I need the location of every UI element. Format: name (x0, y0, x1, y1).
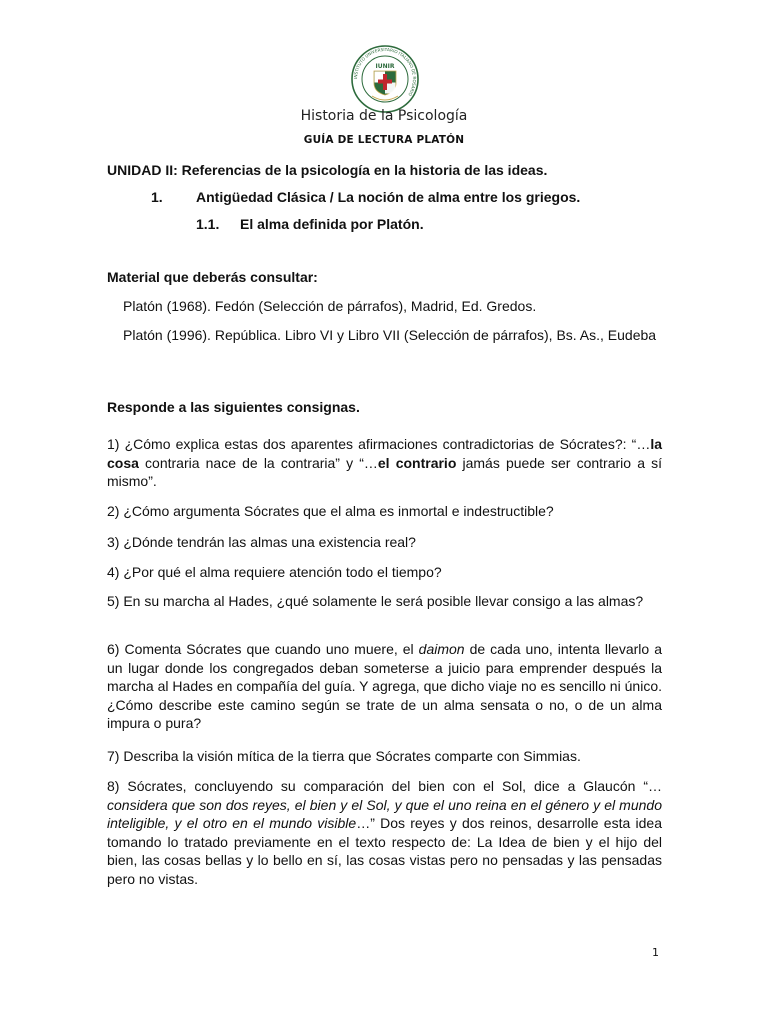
seal-acronym: IUNIR (375, 63, 395, 70)
question-7: 7) Describa la visión mítica de la tierra que Sócrates comparte con Simmias. (107, 748, 581, 764)
question-8-text: …” Dos reyes y dos reinos, desarrolle esta idea tomando lo tratado previamente en el texto respecto de: La Idea de bien y el hijo del bien, las cosas bellas y lo bello en sí, las cosas vistas pero no pensadas y las pensadas pero no vistas. (107, 815, 662, 887)
instructions-heading: Responde a las siguientes consignas. (107, 399, 360, 415)
materials-heading: Material que deberás consultar: (107, 269, 318, 285)
subsection-title: El alma definida por Platón. (240, 216, 424, 232)
question-1-text: jamás puede ser contrario a sí mismo”. (107, 454, 662, 489)
reference-item: Platón (1968). Fedón (Selección de párrafos), Madrid, Ed. Gredos. (123, 298, 537, 314)
section-number: 1. (151, 189, 163, 205)
unit-title: UNIDAD II: Referencias de la psicología en la historia de las ideas. (107, 162, 548, 178)
question-1-text: 1) ¿Cómo explica estas dos aparentes afirmaciones contradictorias de Sócrates?: “… (107, 436, 651, 452)
university-seal-logo (350, 44, 420, 114)
subsection-number: 1.1. (196, 216, 220, 232)
section-title: Antigüedad Clásica / La noción de alma entre los griegos. (196, 189, 581, 205)
question-8-text: 8) Sócrates, concluyendo su comparación del bien con el Sol, dice a Glaucón “… (107, 778, 662, 794)
question-3: 3) ¿Dónde tendrán las almas una existencia real? (107, 534, 416, 550)
question-4: 4) ¿Por qué el alma requiere atención todo el tiempo? (107, 564, 442, 580)
guide-title: GUÍA DE LECTURA PLATÓN (303, 134, 465, 146)
question-6-text: de cada uno, intenta llevarlo a un lugar donde los congregados deban someterse a juicio para emprender después la marcha al Hades en compañía del guía. Y agrega, que dicho viaje no es sencillo ni único. ¿Cómo describe este camino según se trate de un alma sensata o no, o de un alma impura o pura? (107, 641, 662, 731)
question-8-italic-quote: considera que son dos reyes, el bien y el Sol, y que el uno reina en el género y el mundo inteligible, y el otro en el mundo visible (107, 796, 662, 831)
question-5: 5) En su marcha al Hades, ¿qué solamente le será posible llevar consigo a las almas? (107, 593, 644, 609)
question-2: 2) ¿Cómo argumenta Sócrates que el alma es inmortal e indestructible? (107, 503, 554, 519)
question-1-bold-term: el contrario (377, 454, 457, 471)
question-1-bold-term: la cosa (107, 436, 662, 471)
reference-item: Platón (1996). República. Libro VI y Libro VII (Selección de párrafos), Bs. As., Eudeba (123, 327, 657, 343)
question-6 (107, 640, 662, 733)
course-title: Historia de la Psicología (300, 108, 468, 124)
question-1-text: contraria nace de la contraria” y “… (138, 454, 378, 471)
question-6-text: 6) Comenta Sócrates que cuando uno muere, el (107, 641, 419, 657)
seal-ring-text: INSTITUTO UNIVERSITARIO ITALIANO DE ROSARIO (352, 46, 418, 97)
question-1 (107, 435, 662, 491)
page-number: 1 (652, 946, 659, 959)
question-8 (107, 777, 662, 888)
question-6-italic-term: daimon (418, 641, 465, 657)
